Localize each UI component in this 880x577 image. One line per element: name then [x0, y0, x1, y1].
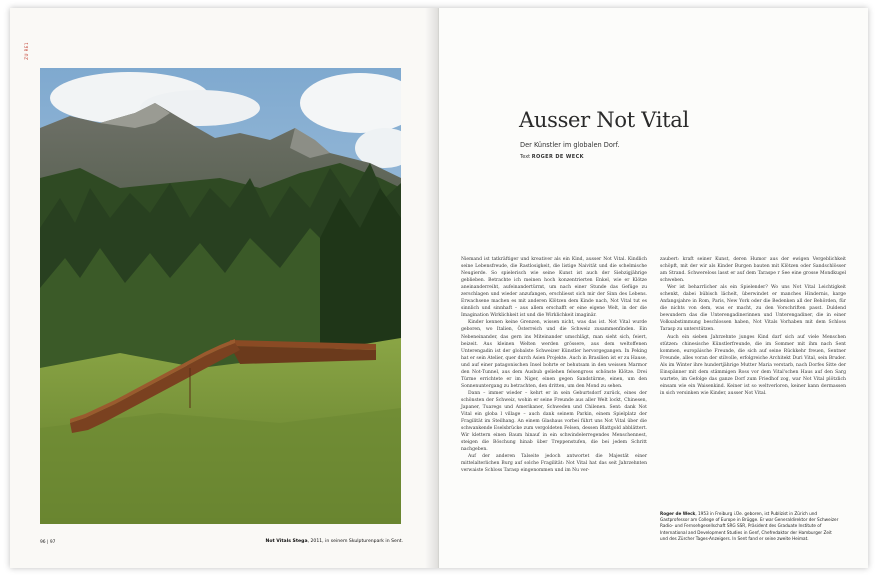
paragraph: Kinder kennen keine Grenzen, wissen nicht, was das ist. Not Vital wurde geboren, wo Italien, Österreich und die Schweiz zusammenfinden. Ein Nebeneinander, das gern ins Miteinander umschlägt, man sieht sich, feiert, beizeit. Aus kleinen Welten werden grössere, aus dem weltoffenen Unterengadin ist der globalste Schweizer Künstler hervorgegangen. In Peking hat er sein Atelier, quer durch Asien Projekte. Auch in Brasilien ist er zu Hause, und auf einer patagonischen Insel bohrte er behutsam in den weissen Marmor den Not-Tunnel, aus dem Ausbub geliehen felsengross schönste Klötze. Drei Türme errichtete er im Niger, einen gegen Sandstürme, einen, um den Sonnenuntergang zu betrachten, den dritten, um den Mond zu sehen. — [461, 320, 647, 389]
body-column-1 — [461, 256, 647, 474]
paragraph: Dann – immer wieder – kehrt er in sein Geburtsdorf zurück, eines der schönsten der Schweiz, wohin er seine Freunde aus aller Welt lockt, Chinesen, Japaner, Tuaregs und Amerikaner, Schweden und Chilenen. Sent: dank Not Vital ein globa l village – auch dank seinem Parkin, einem Spielplatz der Fragilität im Steilhang. An einem Glashaus vorbei führt uns Not Vital über die schwankende Eselsbrücke zum vergoldeten Felsen, dessen Blattgold abblättert. Wir klettern einen Baum hinauf in ein schwindelerregendes Menschennest, steigen die Böschung hinab über Treppenstufen, die bei jedem Schritt nachgeben. — [461, 390, 647, 453]
author-bio — [660, 511, 840, 542]
body-column-2 — [660, 256, 846, 397]
byline-prefix: Text — [520, 154, 531, 160]
article-headline: Ausser Not Vital — [519, 108, 689, 132]
paragraph: Auch ein sieben Jahrzehnte junges Kind darf sich auf viele Menschen stützen: chinesische Künstlerfreunde, die im Sommer mit ihm nach Sent kommen, europäische Freunde, die sich auf seine Rückkehr freuen, Sentner Freunde, alles voran der stilvolle, erfolgreiche Architekt Duri Vital, sein Bruder. Als im Winter ihre hundertjährige Mutter Maria verstarb, nach Dorfes Sitte der Einspänner mit dem stämmigen Ross vor dem Vital'schen Haus auf den Sarg wartete, im Gefolge das ganze Dorf zum Friedhof zog, war Not Vital plötzlich einsam wie ein Waisenkind. Keiner ist so weltverloren, keiner kann dermassen in sich versinken wie Kinder, ausser Not Vital. — [660, 334, 846, 396]
hero-photo — [40, 68, 401, 524]
bio-text: , 1953 in Freiburg i.Üe. geboren, ist Publizist in Zürich und Gastprofessor am College of Europe in Brügge. Er war Generaldirektor der Schweizer Radio- und Fernsehgesellschaft SRG SSR, Präsident des Graduate Institute of International and Development Studies in Genf, Chefredaktor der Hamburger Zeit und des Zürcher Tages-Anzeigers. In Sent fand er seine zweite Heimat. — [660, 511, 839, 541]
magazine-spread — [10, 8, 868, 568]
section-tag: ZU RE1 — [24, 42, 29, 60]
paragraph: Niemand ist tatkräftiger und kreativer als ein Kind, ausser Not Vital. Kindlich seine Lebensfreude, die Rastlosigkeit, die listige Naivität und die schelmische Neugierde. So spielerisch wie seine Kunst ist auch der Siebzigjährige geblieben. Betrachte ich meinen hoch konzentrierten Enkel, wie er Klötze aneinanderreiht, aufeinandertürmt, um nach einer Stunde das Gefüge zu zerschlagen und wieder anzufangen, erschliesst sich mir der Sinn des Lebens. Erwachsene machen es mit anderen Klötzen dem Kinde nach, Not Vital tut es sinnlich und sinnhaft – aus allem erschafft er eine eigene Welt, in der die Imagination Wirklichkeit ist und die Wirklichkeit imaginär. — [461, 257, 647, 319]
caption-text: , 2011, in seinem Skulpturenpark in Sent. — [307, 539, 403, 544]
paragraph: Auf der anderen Talseite jedoch antwortet die Majestät einer mittelalterlichen Burg auf solche Fragilität: Not Vital hat das seit Jahrzehnten verwaiste Schloss Tarasp eingenommen und im Nu ver- — [461, 454, 647, 474]
byline-author: ROGER DE WECK — [531, 154, 584, 160]
paragraph: zaubert: kraft seiner Kunst, deren Humor aus der ewigen Vergeblichkeit schöpft, mit der wir als Kinder Burgen bauten mit Klötzen oder Sandschlösser am Strand. Schwereloss lasst er auf dem Taraspe r See eine grosse Mondkugel schweben. — [660, 257, 846, 284]
right-page — [439, 8, 868, 568]
photo-caption — [266, 539, 404, 544]
page-folio: 96 | 97 — [40, 540, 56, 545]
left-page — [10, 8, 439, 568]
caption-title: Not Vitals Stega — [265, 539, 308, 544]
article-subhead: Der Künstler im globalen Dorf. — [520, 141, 620, 149]
article-byline — [520, 154, 584, 160]
bio-name: Roger de Weck — [660, 511, 696, 516]
paragraph: Wer ist beharrlicher als ein Spielender? Wo uns Not Vital Leichtigkeit schenkt, dabei bübisch lächelt, überwindet er manches Hindernis, karge Anfangsjahre in Rom, Paris, New York oder die Bedenken all der Behörden, für die nichts von dem, was er macht, zu den Vorschriften passt. Duldend bewundern das die Unterengadinerinnen und Unterengadiner, die in einer Volksabstimmung beschlossen haben, Not Vitals Vorhaben mit dem Schloss Tarasp zu unterstützen. — [660, 285, 846, 333]
